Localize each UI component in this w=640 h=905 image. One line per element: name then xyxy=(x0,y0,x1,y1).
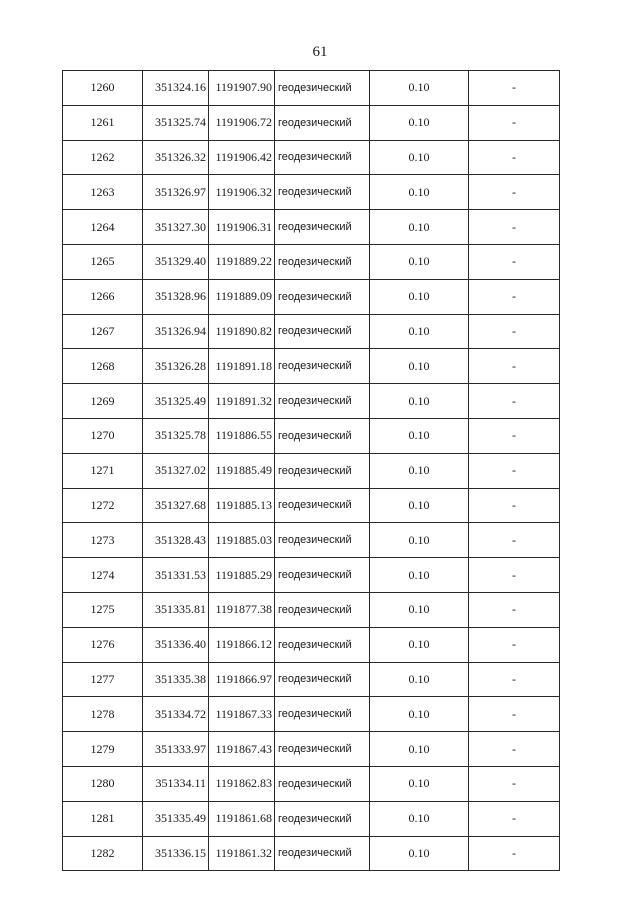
point-number-cell: 1263 xyxy=(63,175,143,210)
x-coordinate-cell: 351329.40 xyxy=(143,244,209,279)
note-cell: - xyxy=(469,523,560,558)
table-row xyxy=(63,175,560,210)
accuracy-cell: 0.10 xyxy=(370,418,469,453)
table-row xyxy=(63,453,560,488)
x-coordinate-cell: 351328.43 xyxy=(143,523,209,558)
accuracy-cell: 0.10 xyxy=(370,662,469,697)
accuracy-cell: 0.10 xyxy=(370,453,469,488)
note-cell: - xyxy=(469,558,560,593)
method-cell: геодезический xyxy=(275,662,370,697)
method-cell: геодезический xyxy=(275,558,370,593)
table-row xyxy=(63,140,560,175)
x-coordinate-cell: 351334.72 xyxy=(143,697,209,732)
note-cell: - xyxy=(469,210,560,245)
accuracy-cell: 0.10 xyxy=(370,697,469,732)
y-coordinate-cell: 1191906.31 xyxy=(209,210,275,245)
x-coordinate-cell: 351325.74 xyxy=(143,105,209,140)
accuracy-cell: 0.10 xyxy=(370,279,469,314)
point-number-cell: 1270 xyxy=(63,418,143,453)
method-cell: геодезический xyxy=(275,801,370,836)
point-number-cell: 1274 xyxy=(63,558,143,593)
method-cell: геодезический xyxy=(275,384,370,419)
table-row xyxy=(63,71,560,106)
x-coordinate-cell: 351325.49 xyxy=(143,384,209,419)
note-cell: - xyxy=(469,766,560,801)
table-row xyxy=(63,314,560,349)
note-cell: - xyxy=(469,697,560,732)
y-coordinate-cell: 1191885.29 xyxy=(209,558,275,593)
page-number: 61 xyxy=(312,44,328,60)
point-number-cell: 1269 xyxy=(63,384,143,419)
x-coordinate-cell: 351335.49 xyxy=(143,801,209,836)
y-coordinate-cell: 1191877.38 xyxy=(209,592,275,627)
note-cell: - xyxy=(469,801,560,836)
point-number-cell: 1277 xyxy=(63,662,143,697)
table-row xyxy=(63,210,560,245)
point-number-cell: 1265 xyxy=(63,244,143,279)
x-coordinate-cell: 351335.81 xyxy=(143,592,209,627)
method-cell: геодезический xyxy=(275,105,370,140)
table-row xyxy=(63,105,560,140)
note-cell: - xyxy=(469,349,560,384)
table-row xyxy=(63,558,560,593)
accuracy-cell: 0.10 xyxy=(370,175,469,210)
point-number-cell: 1264 xyxy=(63,210,143,245)
table-row xyxy=(63,488,560,523)
y-coordinate-cell: 1191867.33 xyxy=(209,697,275,732)
accuracy-cell: 0.10 xyxy=(370,627,469,662)
x-coordinate-cell: 351326.97 xyxy=(143,175,209,210)
note-cell: - xyxy=(469,453,560,488)
method-cell: геодезический xyxy=(275,836,370,871)
point-number-cell: 1271 xyxy=(63,453,143,488)
y-coordinate-cell: 1191885.49 xyxy=(209,453,275,488)
x-coordinate-cell: 351326.94 xyxy=(143,314,209,349)
y-coordinate-cell: 1191861.32 xyxy=(209,836,275,871)
accuracy-cell: 0.10 xyxy=(370,314,469,349)
x-coordinate-cell: 351334.11 xyxy=(143,766,209,801)
y-coordinate-cell: 1191862.83 xyxy=(209,766,275,801)
x-coordinate-cell: 351336.15 xyxy=(143,836,209,871)
note-cell: - xyxy=(469,244,560,279)
y-coordinate-cell: 1191885.03 xyxy=(209,523,275,558)
table-row xyxy=(63,349,560,384)
method-cell: геодезический xyxy=(275,140,370,175)
y-coordinate-cell: 1191867.43 xyxy=(209,732,275,767)
y-coordinate-cell: 1191891.32 xyxy=(209,384,275,419)
method-cell: геодезический xyxy=(275,314,370,349)
y-coordinate-cell: 1191906.42 xyxy=(209,140,275,175)
table-row xyxy=(63,662,560,697)
accuracy-cell: 0.10 xyxy=(370,523,469,558)
y-coordinate-cell: 1191861.68 xyxy=(209,801,275,836)
accuracy-cell: 0.10 xyxy=(370,558,469,593)
point-number-cell: 1276 xyxy=(63,627,143,662)
note-cell: - xyxy=(469,662,560,697)
y-coordinate-cell: 1191891.18 xyxy=(209,349,275,384)
method-cell: геодезический xyxy=(275,71,370,106)
accuracy-cell: 0.10 xyxy=(370,210,469,245)
method-cell: геодезический xyxy=(275,349,370,384)
note-cell: - xyxy=(469,384,560,419)
y-coordinate-cell: 1191866.97 xyxy=(209,662,275,697)
method-cell: геодезический xyxy=(275,453,370,488)
x-coordinate-cell: 351326.32 xyxy=(143,140,209,175)
table-row xyxy=(63,836,560,871)
point-number-cell: 1261 xyxy=(63,105,143,140)
y-coordinate-cell: 1191906.32 xyxy=(209,175,275,210)
point-number-cell: 1267 xyxy=(63,314,143,349)
method-cell: геодезический xyxy=(275,488,370,523)
point-number-cell: 1262 xyxy=(63,140,143,175)
point-number-cell: 1273 xyxy=(63,523,143,558)
method-cell: геодезический xyxy=(275,175,370,210)
x-coordinate-cell: 351326.28 xyxy=(143,349,209,384)
x-coordinate-cell: 351327.02 xyxy=(143,453,209,488)
x-coordinate-cell: 351335.38 xyxy=(143,662,209,697)
accuracy-cell: 0.10 xyxy=(370,140,469,175)
method-cell: геодезический xyxy=(275,697,370,732)
accuracy-cell: 0.10 xyxy=(370,732,469,767)
note-cell: - xyxy=(469,140,560,175)
table-row xyxy=(63,279,560,314)
accuracy-cell: 0.10 xyxy=(370,488,469,523)
point-number-cell: 1268 xyxy=(63,349,143,384)
x-coordinate-cell: 351328.96 xyxy=(143,279,209,314)
note-cell: - xyxy=(469,314,560,349)
y-coordinate-cell: 1191906.72 xyxy=(209,105,275,140)
accuracy-cell: 0.10 xyxy=(370,592,469,627)
y-coordinate-cell: 1191886.55 xyxy=(209,418,275,453)
accuracy-cell: 0.10 xyxy=(370,836,469,871)
y-coordinate-cell: 1191889.09 xyxy=(209,279,275,314)
x-coordinate-cell: 351324.16 xyxy=(143,71,209,106)
x-coordinate-cell: 351333.97 xyxy=(143,732,209,767)
note-cell: - xyxy=(469,105,560,140)
x-coordinate-cell: 351336.40 xyxy=(143,627,209,662)
point-number-cell: 1272 xyxy=(63,488,143,523)
point-number-cell: 1260 xyxy=(63,71,143,106)
note-cell: - xyxy=(469,836,560,871)
y-coordinate-cell: 1191866.12 xyxy=(209,627,275,662)
method-cell: геодезический xyxy=(275,592,370,627)
table-row xyxy=(63,732,560,767)
point-number-cell: 1275 xyxy=(63,592,143,627)
table-row xyxy=(63,523,560,558)
x-coordinate-cell: 351327.68 xyxy=(143,488,209,523)
table-row xyxy=(63,801,560,836)
accuracy-cell: 0.10 xyxy=(370,384,469,419)
note-cell: - xyxy=(469,627,560,662)
y-coordinate-cell: 1191907.90 xyxy=(209,71,275,106)
method-cell: геодезический xyxy=(275,279,370,314)
table-row xyxy=(63,697,560,732)
note-cell: - xyxy=(469,175,560,210)
accuracy-cell: 0.10 xyxy=(370,349,469,384)
method-cell: геодезический xyxy=(275,766,370,801)
table-row xyxy=(63,592,560,627)
point-number-cell: 1278 xyxy=(63,697,143,732)
table-row xyxy=(63,244,560,279)
note-cell: - xyxy=(469,592,560,627)
accuracy-cell: 0.10 xyxy=(370,766,469,801)
point-number-cell: 1280 xyxy=(63,766,143,801)
method-cell: геодезический xyxy=(275,244,370,279)
note-cell: - xyxy=(469,279,560,314)
coordinates-table xyxy=(62,70,560,871)
note-cell: - xyxy=(469,488,560,523)
x-coordinate-cell: 351327.30 xyxy=(143,210,209,245)
point-number-cell: 1279 xyxy=(63,732,143,767)
table-row xyxy=(63,384,560,419)
note-cell: - xyxy=(469,732,560,767)
note-cell: - xyxy=(469,71,560,106)
point-number-cell: 1282 xyxy=(63,836,143,871)
accuracy-cell: 0.10 xyxy=(370,71,469,106)
y-coordinate-cell: 1191890.82 xyxy=(209,314,275,349)
table-row xyxy=(63,627,560,662)
note-cell: - xyxy=(469,418,560,453)
method-cell: геодезический xyxy=(275,732,370,767)
y-coordinate-cell: 1191889.22 xyxy=(209,244,275,279)
accuracy-cell: 0.10 xyxy=(370,244,469,279)
x-coordinate-cell: 351325.78 xyxy=(143,418,209,453)
accuracy-cell: 0.10 xyxy=(370,105,469,140)
point-number-cell: 1266 xyxy=(63,279,143,314)
table-row xyxy=(63,418,560,453)
y-coordinate-cell: 1191885.13 xyxy=(209,488,275,523)
accuracy-cell: 0.10 xyxy=(370,801,469,836)
method-cell: геодезический xyxy=(275,627,370,662)
point-number-cell: 1281 xyxy=(63,801,143,836)
coordinates-table-body xyxy=(63,71,560,871)
method-cell: геодезический xyxy=(275,418,370,453)
table-row xyxy=(63,766,560,801)
method-cell: геодезический xyxy=(275,523,370,558)
method-cell: геодезический xyxy=(275,210,370,245)
x-coordinate-cell: 351331.53 xyxy=(143,558,209,593)
